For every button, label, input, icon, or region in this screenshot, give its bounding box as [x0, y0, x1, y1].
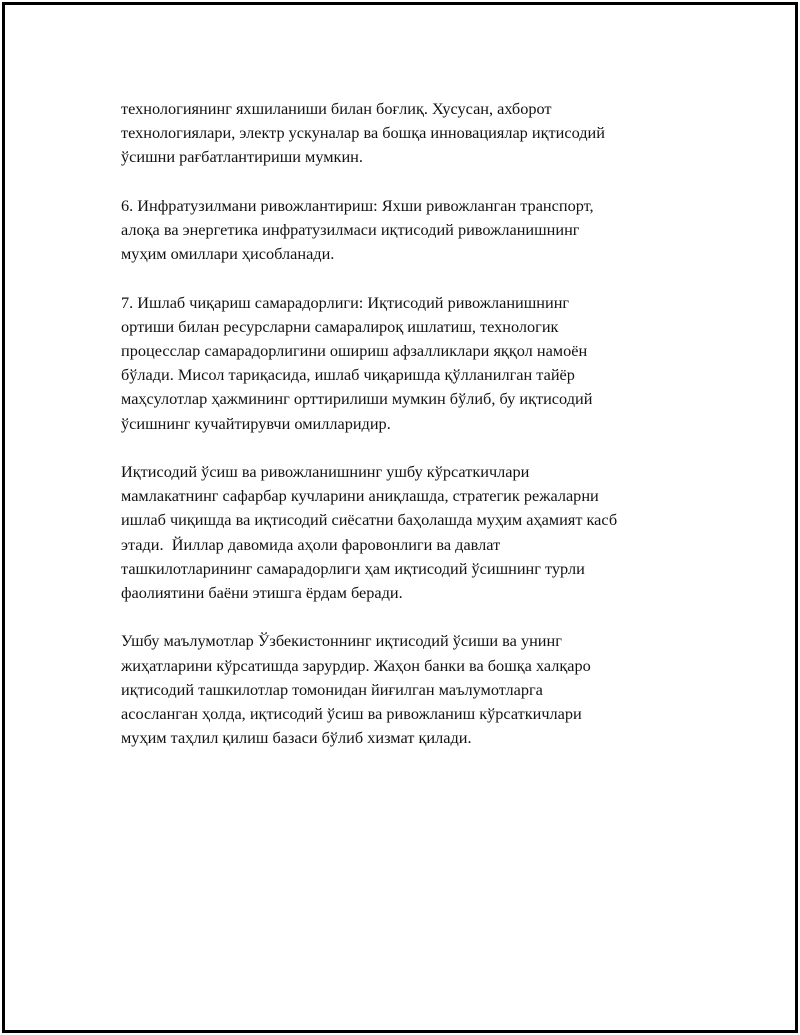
- text-line: иқтисодий ташкилотлар томонидан йиғилган маълумотларга: [121, 679, 543, 699]
- text-line: ортиши билан ресурсларни самаралироқ ишлатиш, технологик: [121, 316, 559, 336]
- text-line: бўлади. Мисол тариқасида, ишлаб чиқаришда қўлланилган тайёр: [121, 365, 575, 385]
- text-line: технологиянинг яхшиланиши билан боғлиқ. Хусусан, ахборот: [121, 99, 552, 118]
- text-line: Иқтисодий ўсиш ва ривожланишнинг ушбу кўрсаткичлари: [121, 462, 530, 481]
- paragraph-production-efficiency: [121, 291, 681, 436]
- text-line: технологиялари, электр ускуналар ва бошқа инновациялар иқтисодий: [121, 123, 605, 143]
- text-line: ўсишни рағбатлантириши мумкин.: [121, 147, 363, 167]
- text-line: асосланган ҳолда, иқтисодий ўсиш ва ривожланиш кўрсаткичлари: [121, 704, 582, 724]
- text-line: фаолиятини баёни этишга ёрдам беради.: [121, 583, 403, 603]
- paragraph-technology: [121, 97, 681, 170]
- text-line: 6. Инфратузилмани ривожлантириш: Яхши ривожланган транспорт,: [121, 195, 594, 215]
- text-line: Ушбу маълумотлар Ўзбекистоннинг иқтисодий ўсиши ва унинг: [121, 631, 562, 651]
- text-line: ташкилотларининг самарадорлиги ҳам иқтисодий ўсишнинг турли: [121, 558, 585, 578]
- text-line: ўсишнинг кучайтирувчи омилларидир.: [121, 413, 391, 433]
- paragraph-data-sources: [121, 629, 681, 750]
- text-line: муҳим омиллари ҳисобланади.: [121, 244, 335, 264]
- text-line: ишлаб чиқишда ва иқтисодий сиёсатни баҳолашда муҳим аҳамият касб: [121, 510, 618, 530]
- text-line: жиҳатларини кўрсатишда зарурдир. Жаҳон банки ва бошқа халқаро: [121, 655, 591, 675]
- text-line: этади. Йиллар давомида аҳоли фаровонлиги ва давлат: [121, 534, 501, 554]
- text-line: муҳим таҳлил қилиш базаси бўлиб хизмат қилади.: [121, 728, 472, 748]
- text-line: 7. Ишлаб чиқариш самарадорлиги: Иқтисодий ривожланишнинг: [121, 292, 570, 312]
- text-line: мамлакатнинг сафарбар кучларини аниқлашда, стратегик режаларни: [121, 486, 599, 506]
- paragraph-indicators: [121, 460, 681, 605]
- document-body: [121, 97, 681, 775]
- text-line: процесслар самарадорлигини ошириш афзалликлари яққол намоён: [121, 341, 588, 360]
- document-page: [2, 2, 798, 1033]
- paragraph-infrastructure: [121, 194, 681, 267]
- text-line: маҳсулотлар ҳажмининг орттирилиши мумкин бўлиб, бу иқтисодий: [121, 389, 593, 409]
- text-line: алоқа ва энергетика инфратузилмаси иқтисодий ривожланишнинг: [121, 220, 580, 239]
